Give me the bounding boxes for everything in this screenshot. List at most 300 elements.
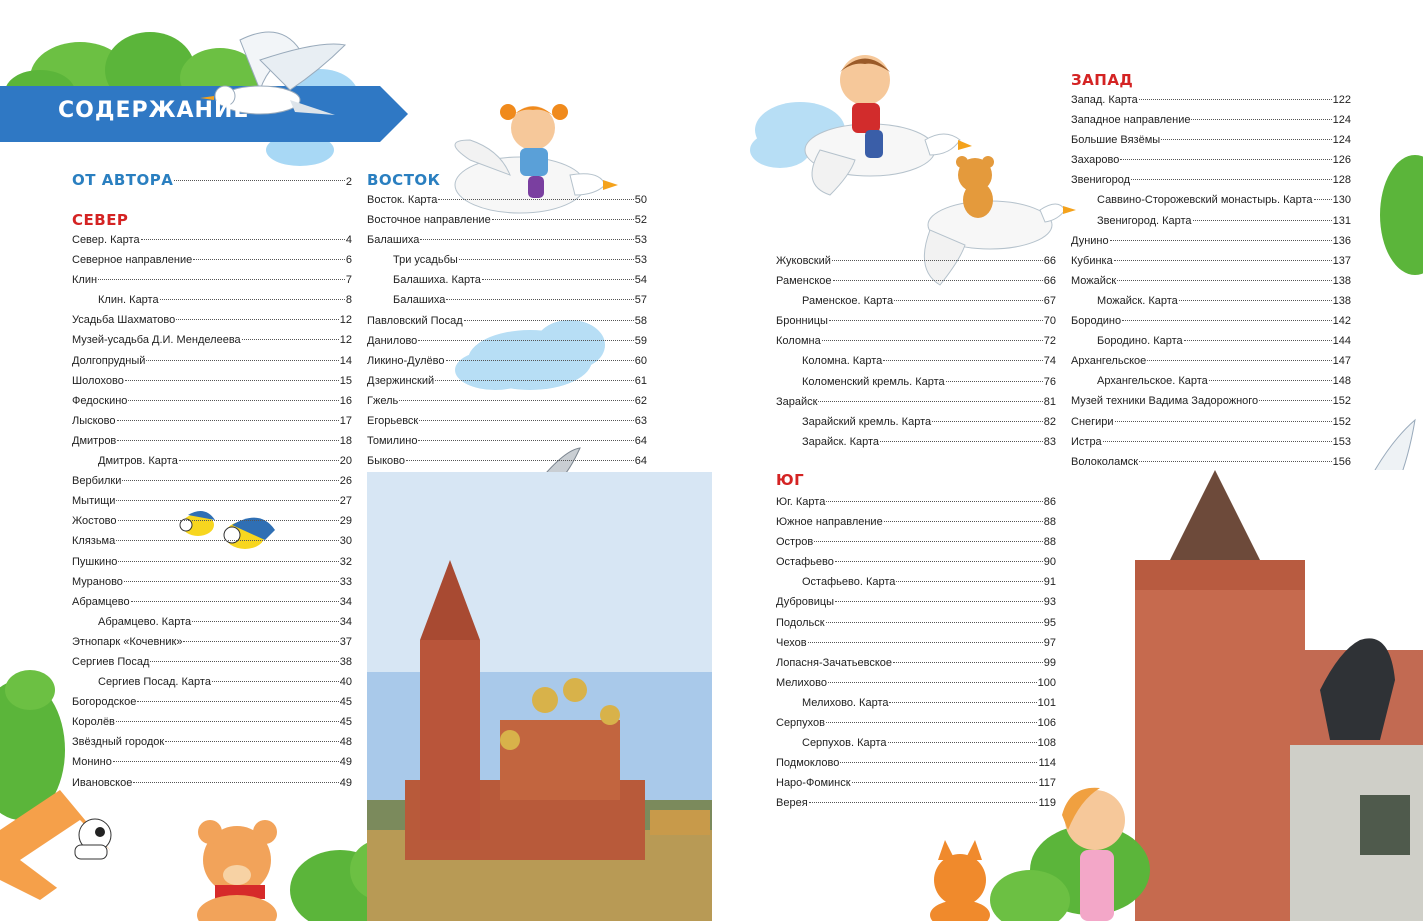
- toc-entry-page: 148: [1332, 375, 1351, 388]
- toc-entry-page: 12: [339, 334, 352, 347]
- toc-entry-page: 54: [634, 274, 647, 287]
- dot-leader: [420, 239, 633, 240]
- toc-entry-page: 86: [1043, 496, 1056, 508]
- toc-entry-page: 131: [1332, 214, 1351, 227]
- toc-entry-title: Жостово: [72, 515, 117, 528]
- toc-entry[interactable]: [1071, 211, 1351, 231]
- toc-entry[interactable]: [72, 652, 352, 672]
- toc-entry[interactable]: [776, 693, 1056, 713]
- toc-entry-page: 58: [634, 314, 647, 327]
- toc-entry[interactable]: [1071, 130, 1351, 150]
- toc-entry-page: 33: [339, 575, 352, 588]
- toc-entry[interactable]: [72, 411, 352, 431]
- dot-leader: [1161, 139, 1331, 140]
- section-heading-north: СЕВЕР: [72, 211, 129, 229]
- toc-entry-page: 12: [339, 314, 352, 327]
- boy-on-goose-icon: [750, 55, 972, 195]
- dot-leader: [117, 420, 339, 421]
- dot-leader: [888, 742, 1037, 743]
- dot-leader: [829, 320, 1043, 321]
- toc-entry-title: Мелихово. Карта: [802, 696, 889, 709]
- toc-entry[interactable]: [72, 310, 352, 330]
- toc-entry-page: 32: [339, 555, 352, 568]
- dot-leader: [116, 721, 339, 722]
- toc-entry-title: Королёв: [72, 716, 115, 729]
- toc-entry-page: 45: [339, 716, 352, 729]
- dot-leader: [822, 340, 1043, 341]
- toc-entry-page: 29: [339, 515, 352, 528]
- dot-leader: [814, 541, 1043, 542]
- toc-entry[interactable]: [367, 351, 647, 371]
- toc-entry-title: Богородское: [72, 696, 137, 709]
- toc-list-south: [776, 492, 1056, 814]
- toc-list-north: [72, 230, 352, 793]
- dot-leader: [131, 601, 339, 602]
- toc-entry[interactable]: [72, 732, 352, 752]
- dot-leader: [446, 360, 634, 361]
- toc-entry-title: Сергиев Посад. Карта: [98, 676, 211, 689]
- toc-entry-page: 117: [1038, 777, 1056, 790]
- toc-entry-page: 138: [1332, 294, 1351, 307]
- toc-entry-title: Архангельское: [1071, 355, 1147, 368]
- toc-entry-title: Архангельское. Карта: [1097, 375, 1208, 388]
- dot-leader: [192, 621, 339, 622]
- toc-entry[interactable]: [72, 391, 352, 411]
- dot-leader: [1115, 421, 1332, 422]
- toc-entry[interactable]: [72, 572, 352, 592]
- toc-entry[interactable]: [776, 673, 1056, 693]
- dot-leader: [137, 701, 338, 702]
- toc-entry-page: 14: [339, 354, 352, 367]
- toc-entry-page: 100: [1037, 676, 1056, 689]
- toc-entry-page: 18: [339, 434, 352, 447]
- toc-entry-title: Большие Вязёмы: [1071, 134, 1161, 147]
- dot-leader: [1139, 99, 1332, 100]
- toc-entry-title: Зарайск: [776, 395, 818, 408]
- dot-leader: [893, 662, 1043, 663]
- dot-leader: [880, 441, 1043, 442]
- toc-entry[interactable]: [367, 230, 647, 250]
- dot-leader: [1259, 400, 1331, 401]
- toc-entry[interactable]: [1071, 291, 1351, 311]
- toc-entry-page: 62: [634, 394, 647, 407]
- toc-entry-page: 152: [1332, 415, 1351, 428]
- toc-list-west: [1071, 90, 1351, 472]
- toc-entry[interactable]: [72, 612, 352, 632]
- toc-entry-title: Раменское. Карта: [802, 295, 894, 308]
- dot-leader: [150, 661, 338, 662]
- dot-leader: [883, 360, 1043, 361]
- toc-entry-title: Шолохово: [72, 374, 124, 387]
- toc-entry[interactable]: [1071, 190, 1351, 210]
- toc-entry[interactable]: [776, 251, 1056, 271]
- toc-entry[interactable]: [72, 371, 352, 391]
- toc-entry-page: 97: [1043, 636, 1056, 649]
- toc-entry-title: Этнопарк «Кочевник»: [72, 635, 183, 648]
- toc-entry-title: Запад. Карта: [1071, 94, 1138, 106]
- toc-entry-title: Клин. Карта: [98, 294, 159, 307]
- toc-entry-page: 137: [1332, 254, 1351, 267]
- dot-leader: [446, 299, 633, 300]
- toc-entry[interactable]: [72, 632, 352, 652]
- dot-leader: [1191, 119, 1331, 120]
- toc-entry[interactable]: [367, 391, 647, 411]
- toc-entry-title: Монино: [72, 756, 112, 769]
- dot-leader: [141, 239, 345, 240]
- toc-entry[interactable]: [1071, 231, 1351, 251]
- toc-column-east: [367, 170, 647, 471]
- toc-entry-page: 88: [1043, 536, 1056, 549]
- toc-entry-page: 124: [1332, 114, 1351, 127]
- toc-entry[interactable]: [367, 290, 647, 310]
- toc-entry-title: Саввино-Сторожевский монастырь. Карта: [1097, 194, 1313, 207]
- toc-entry-page: 70: [1043, 315, 1056, 328]
- toc-entry-page: 16: [339, 394, 352, 407]
- dot-leader: [1131, 179, 1332, 180]
- toc-entry-title: Гжель: [367, 394, 399, 407]
- toc-list-east-continued: [776, 251, 1056, 452]
- toc-entry[interactable]: [776, 633, 1056, 653]
- toc-entry[interactable]: [776, 392, 1056, 412]
- kremlin-tower-photo: [1130, 470, 1423, 921]
- toc-entry-page: 34: [339, 595, 352, 608]
- dot-leader: [826, 501, 1042, 502]
- toc-entry-title: Юг. Карта: [776, 496, 826, 508]
- dot-leader: [818, 401, 1042, 402]
- dot-leader: [118, 520, 339, 521]
- toc-entry-page: 66: [1043, 255, 1056, 267]
- toc-entry-page: 126: [1332, 154, 1351, 167]
- dot-leader: [1122, 320, 1332, 321]
- toc-entry[interactable]: [1071, 391, 1351, 411]
- toc-entry[interactable]: [1071, 331, 1351, 351]
- toc-entry-title: Коломна: [776, 335, 821, 348]
- toc-entry[interactable]: [367, 311, 647, 331]
- toc-entry-page: 26: [339, 475, 352, 488]
- toc-entry-title: Бронницы: [776, 315, 828, 328]
- page-title: СОДЕРЖАНИЕ: [58, 98, 250, 123]
- dot-leader: [1103, 441, 1332, 442]
- toc-entry[interactable]: [367, 451, 647, 471]
- toc-entry[interactable]: [367, 190, 647, 210]
- toc-entry-page: 122: [1332, 94, 1351, 106]
- toc-entry-page: 156: [1332, 455, 1351, 468]
- toc-entry-title: Серпухов. Карта: [802, 737, 887, 750]
- tree-right-icon: [1380, 155, 1423, 275]
- toc-entry[interactable]: [72, 230, 352, 250]
- toc-entry-title: Дмитров: [72, 434, 117, 447]
- toc-entry-page: 91: [1043, 576, 1056, 589]
- dot-leader: [418, 340, 633, 341]
- author-heading: ОТ АВТОРА: [72, 171, 174, 189]
- toc-entry[interactable]: [72, 511, 352, 531]
- toc-entry[interactable]: [1071, 351, 1351, 371]
- toc-entry[interactable]: [72, 752, 352, 772]
- dot-leader: [146, 360, 338, 361]
- dot-leader: [1193, 220, 1332, 221]
- toc-entry-title: Верея: [776, 797, 808, 810]
- toc-entry[interactable]: [776, 311, 1056, 331]
- dot-leader: [492, 219, 634, 220]
- dot-leader: [1184, 340, 1332, 341]
- toc-entry[interactable]: [72, 451, 352, 471]
- toc-entry[interactable]: [776, 412, 1056, 432]
- toc-entry-title: Подмоклово: [776, 757, 840, 770]
- toc-entry-page: 57: [634, 294, 647, 307]
- toc-entry[interactable]: [72, 351, 352, 371]
- dot-leader: [832, 260, 1043, 261]
- toc-entry-page: 53: [634, 234, 647, 247]
- section-heading-west: ЗАПАД: [1071, 71, 1134, 89]
- toc-entry-page: 60: [634, 354, 647, 367]
- toc-entry[interactable]: [1071, 110, 1351, 130]
- toc-entry[interactable]: [1071, 371, 1351, 391]
- toc-entry[interactable]: [1071, 251, 1351, 271]
- toc-entry[interactable]: [72, 471, 352, 491]
- author-page: 2: [345, 176, 352, 188]
- dot-leader: [932, 421, 1043, 422]
- dot-leader: [176, 319, 339, 320]
- toc-entry-page: 124: [1332, 134, 1351, 147]
- toc-entry[interactable]: [1071, 170, 1351, 190]
- toc-entry-title: Павловский Посад: [367, 314, 463, 327]
- toc-entry-title: Дубровицы: [776, 596, 835, 609]
- dot-leader: [833, 280, 1043, 281]
- toc-entry[interactable]: [776, 291, 1056, 311]
- toc-entry-page: 4: [345, 234, 352, 246]
- toc-entry-title: Сергиев Посад: [72, 655, 150, 668]
- dot-leader: [835, 561, 1043, 562]
- toc-entry[interactable]: [367, 431, 647, 451]
- toc-entry-title: Восток. Карта: [367, 194, 438, 206]
- toc-entry[interactable]: [1071, 452, 1351, 472]
- toc-entry[interactable]: [776, 331, 1056, 351]
- dot-leader: [125, 380, 339, 381]
- toc-entry-title: Звенигород: [1071, 174, 1131, 187]
- toc-entry[interactable]: [367, 270, 647, 290]
- toc-entry-title: Восточное направление: [367, 214, 491, 227]
- toc-entry-page: 83: [1043, 435, 1056, 448]
- toc-entry[interactable]: [1071, 432, 1351, 452]
- dot-leader: [896, 581, 1042, 582]
- toc-entry[interactable]: [776, 753, 1056, 773]
- toc-entry-title: Жуковский: [776, 255, 831, 267]
- toc-entry-title: Серпухов: [776, 717, 825, 730]
- tree-bottom-right-icon: [990, 825, 1150, 921]
- dot-leader: [852, 782, 1038, 783]
- toc-entry-page: 48: [339, 736, 352, 749]
- toc-entry-page: 6: [345, 254, 352, 267]
- toc-entry[interactable]: [776, 572, 1056, 592]
- dot-leader: [406, 460, 634, 461]
- toc-entry-page: 82: [1043, 415, 1056, 428]
- toc-entry[interactable]: [72, 773, 352, 793]
- toc-entry[interactable]: [1071, 311, 1351, 331]
- toc-entry-title: Остафьево. Карта: [802, 576, 896, 589]
- dot-leader: [1209, 380, 1332, 381]
- toc-entry[interactable]: [776, 532, 1056, 552]
- section-heading-east: ВОСТОК: [367, 171, 441, 189]
- toc-entry[interactable]: [72, 552, 352, 572]
- toc-entry[interactable]: [72, 290, 352, 310]
- toc-entry-page: 40: [339, 676, 352, 689]
- toc-entry-title: Звенигород. Карта: [1097, 214, 1192, 227]
- toc-entry-author[interactable]: [72, 170, 352, 190]
- toc-entry-title: Снегири: [1071, 415, 1114, 428]
- dot-leader: [946, 381, 1043, 382]
- toc-entry-page: 88: [1043, 516, 1056, 529]
- toc-entry-title: Бородино: [1071, 315, 1122, 328]
- dot-leader: [183, 641, 338, 642]
- dot-leader: [1139, 461, 1332, 462]
- toc-entry-page: 52: [634, 214, 647, 227]
- toc-entry-page: 63: [634, 415, 647, 428]
- toc-entry-title: Волоколамск: [1071, 455, 1139, 468]
- toc-entry-page: 130: [1332, 194, 1351, 207]
- toc-entry-title: Музей техники Вадима Задорожного: [1071, 395, 1259, 408]
- toc-entry-title: Три усадьбы: [393, 254, 458, 267]
- toc-entry-title: Истра: [1071, 435, 1102, 448]
- toc-entry[interactable]: [776, 713, 1056, 733]
- dot-leader: [116, 500, 338, 501]
- dot-leader: [826, 722, 1037, 723]
- toc-entry[interactable]: [776, 552, 1056, 572]
- toc-entry-title: Подольск: [776, 616, 825, 629]
- toc-entry[interactable]: [72, 712, 352, 732]
- toc-entry-title: Клязьма: [72, 535, 116, 548]
- toc-entry[interactable]: [367, 371, 647, 391]
- toc-entry-title: Север. Карта: [72, 234, 140, 246]
- dot-leader: [116, 540, 339, 541]
- toc-entry[interactable]: [367, 250, 647, 270]
- toc-entry[interactable]: [776, 271, 1056, 291]
- dot-leader: [418, 440, 633, 441]
- toc-entry-title: Чехов: [776, 636, 807, 649]
- toc-entry-title: Кубинка: [1071, 254, 1113, 267]
- toc-entry[interactable]: [776, 492, 1056, 512]
- toc-entry-page: 93: [1043, 596, 1056, 609]
- toc-entry[interactable]: [776, 613, 1056, 633]
- toc-entry[interactable]: [776, 793, 1056, 813]
- toc-entry-page: 64: [634, 455, 647, 468]
- dot-leader: [124, 581, 339, 582]
- toc-entry[interactable]: [72, 431, 352, 451]
- dot-leader: [835, 601, 1043, 602]
- dot-leader: [419, 420, 634, 421]
- toc-entry-title: Томилино: [367, 435, 418, 448]
- dot-leader: [179, 460, 339, 461]
- toc-entry[interactable]: [776, 351, 1056, 371]
- dot-leader: [242, 339, 339, 340]
- toc-entry-page: 76: [1043, 375, 1056, 388]
- toc-entry-title: Коломенский кремль. Карта: [802, 375, 945, 388]
- toc-entry[interactable]: [776, 372, 1056, 392]
- toc-entry[interactable]: [72, 250, 352, 270]
- toc-entry[interactable]: [72, 270, 352, 290]
- toc-entry-title: Быково: [367, 455, 406, 468]
- toc-entry[interactable]: [367, 331, 647, 351]
- toc-entry[interactable]: [1071, 90, 1351, 110]
- toc-entry-page: 66: [1043, 275, 1056, 288]
- toc-entry[interactable]: [776, 733, 1056, 753]
- toc-entry-title: Звёздный городок: [72, 736, 165, 749]
- toc-entry-page: 128: [1332, 174, 1351, 187]
- toc-entry-title: Усадьба Шахматово: [72, 314, 176, 327]
- toc-entry[interactable]: [776, 432, 1056, 452]
- toc-entry-page: 101: [1037, 696, 1056, 709]
- toc-entry-page: 72: [1043, 335, 1056, 348]
- toc-entry-title: Можайск. Карта: [1097, 294, 1178, 307]
- toc-entry-page: 49: [339, 776, 352, 789]
- toc-entry-title: Вербилки: [72, 475, 122, 488]
- toc-entry-title: Балашиха: [393, 294, 446, 307]
- toc-entry[interactable]: [776, 653, 1056, 673]
- toc-entry-page: 99: [1043, 656, 1056, 669]
- toc-entry-page: 67: [1043, 295, 1056, 308]
- toc-entry-title: Остров: [776, 536, 814, 549]
- toc-entry[interactable]: [72, 531, 352, 551]
- toc-column-south: [776, 470, 1056, 814]
- dot-leader: [459, 259, 634, 260]
- toc-entry[interactable]: [367, 411, 647, 431]
- toc-entry-page: 136: [1332, 234, 1351, 247]
- dot-leader: [884, 521, 1043, 522]
- dot-leader: [193, 259, 345, 260]
- dot-leader: [165, 741, 339, 742]
- toc-entry-page: 147: [1332, 355, 1351, 368]
- toc-entry[interactable]: [72, 491, 352, 511]
- toc-entry[interactable]: [1071, 412, 1351, 432]
- toc-entry[interactable]: [776, 592, 1056, 612]
- dot-leader: [122, 480, 338, 481]
- toc-entry[interactable]: [776, 773, 1056, 793]
- dot-leader: [399, 400, 634, 401]
- toc-entry-title: Дмитров. Карта: [98, 455, 178, 468]
- toc-entry[interactable]: [72, 672, 352, 692]
- toc-entry-title: Ивановское: [72, 776, 133, 789]
- toc-entry-page: 20: [339, 455, 352, 468]
- toc-entry-page: 95: [1043, 616, 1056, 629]
- cat-icon: [930, 840, 990, 921]
- toc-entry-title: Клин: [72, 274, 98, 287]
- toc-entry-title: Зарайск. Карта: [802, 435, 879, 448]
- toc-entry[interactable]: [72, 592, 352, 612]
- toc-entry-page: 53: [634, 254, 647, 267]
- toc-entry-page: 7: [345, 274, 352, 287]
- toc-entry-page: 144: [1332, 335, 1351, 348]
- toc-entry[interactable]: [1071, 150, 1351, 170]
- toc-entry[interactable]: [1071, 271, 1351, 291]
- toc-entry-title: Ликино-Дулёво: [367, 354, 445, 367]
- toc-entry-title: Западное направление: [1071, 114, 1191, 127]
- toc-entry[interactable]: [367, 210, 647, 230]
- toc-entry-title: Балашиха. Карта: [393, 274, 481, 287]
- dot-leader: [98, 279, 345, 280]
- toc-entry[interactable]: [72, 692, 352, 712]
- toc-entry[interactable]: [776, 512, 1056, 532]
- dot-leader: [840, 762, 1037, 763]
- toc-entry-page: 45: [339, 696, 352, 709]
- church-photo: [367, 472, 712, 921]
- dot-leader: [828, 682, 1037, 683]
- toc-entry-page: 114: [1038, 757, 1056, 770]
- toc-entry[interactable]: [72, 330, 352, 350]
- dot-leader: [1110, 240, 1332, 241]
- toc-entry-page: 17: [339, 414, 352, 427]
- toc-entry-page: 81: [1043, 395, 1056, 408]
- toc-entry-title: Музей-усадьба Д.И. Менделеева: [72, 334, 241, 347]
- toc-entry-page: 59: [634, 334, 647, 347]
